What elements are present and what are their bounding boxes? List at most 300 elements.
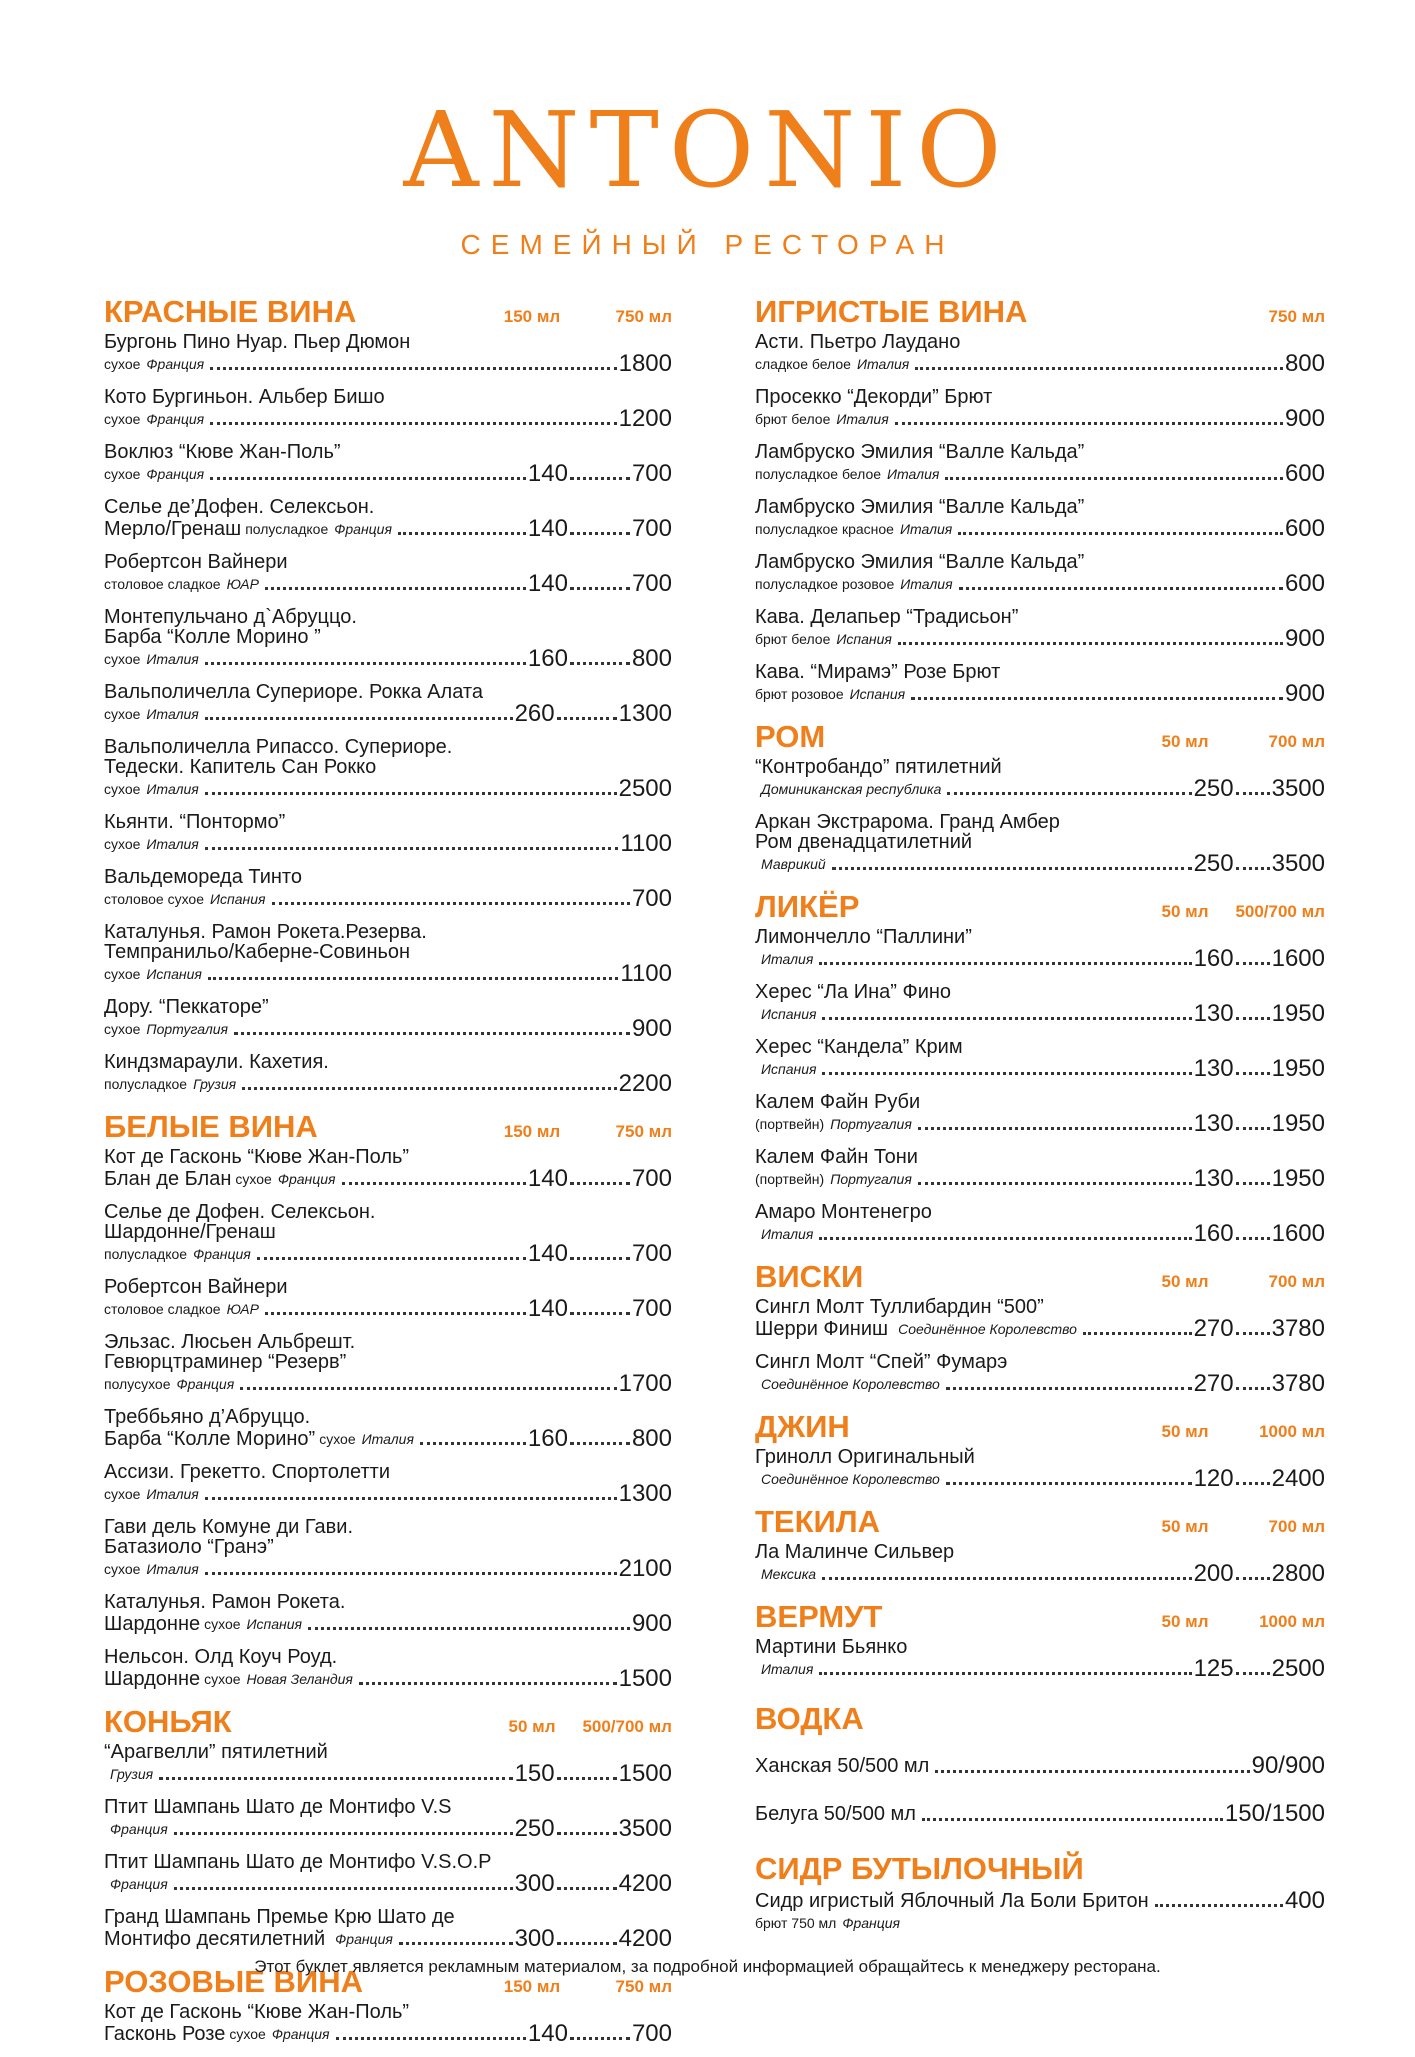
dot-leader <box>174 1887 513 1890</box>
menu-item <box>755 607 1325 651</box>
dot-leader <box>935 1770 1249 1773</box>
item-country: Италия <box>900 576 953 592</box>
item-details <box>204 1667 353 1691</box>
item-country: Италия <box>361 1431 414 1447</box>
dot-leader <box>570 662 630 665</box>
item-name: Ассизи. Грекетто. Спортолетти <box>104 1461 391 1483</box>
item-price-row <box>104 887 672 911</box>
dot-leader <box>915 367 1283 370</box>
price-large-volume: 1500 <box>618 1760 672 1787</box>
section-title: ВОДКА <box>755 1701 864 1736</box>
volume-label-large: 1000 мл <box>1259 1422 1325 1441</box>
item-name: Темпранильо/Каберне-Совиньон <box>104 941 411 963</box>
item-country: Франция <box>277 1171 336 1187</box>
item-details <box>104 462 204 486</box>
price-small-volume: 260 <box>514 700 555 727</box>
price-small-volume: 250 <box>514 1815 555 1842</box>
dot-leader <box>398 532 526 535</box>
volume-label-small: 150 мл <box>503 1977 561 1996</box>
dot-leader <box>557 717 617 720</box>
menu-item <box>755 1753 1325 1779</box>
item-details <box>755 462 939 486</box>
item-name: Гринолл Оригинальный <box>755 1446 975 1468</box>
item-name: Ром двенадцатилетний <box>755 831 973 853</box>
dot-leader <box>822 1577 1191 1580</box>
item-name: Калем Файн Руби <box>755 1091 921 1113</box>
item-name: Лимончелло “Паллини” <box>755 926 972 948</box>
item-style: сухое <box>104 1561 141 1577</box>
dot-leader <box>570 2037 630 2040</box>
item-style: сухое <box>104 781 141 797</box>
dot-leader <box>570 477 630 480</box>
volume-label-small: 50 мл <box>508 1717 556 1736</box>
menu-item <box>755 442 1325 486</box>
price-small-volume: 160 <box>527 645 568 672</box>
item-details <box>104 1017 228 1041</box>
dot-leader <box>240 1387 616 1390</box>
menu-item <box>755 1542 1325 1586</box>
menu-item <box>104 1202 672 1266</box>
item-style: сухое <box>204 1671 241 1687</box>
item-name: Птит Шампань Шато де Монтифо V.S.O.P <box>104 1851 492 1873</box>
item-details <box>104 1817 168 1841</box>
item-style: столовое сладкое <box>104 1301 221 1317</box>
item-name: Птит Шампань Шато де Монтифо V.S <box>104 1796 452 1818</box>
item-name: Кото Бургиньон. Альбер Бишо <box>104 386 385 408</box>
item-country: Италия <box>899 521 953 537</box>
price-small-volume: 250 <box>1193 850 1234 877</box>
item-price-row <box>104 352 672 376</box>
menu-item <box>755 497 1325 541</box>
price-large-volume: 900 <box>1284 405 1325 432</box>
item-style: сухое <box>229 2026 266 2042</box>
item-details <box>104 962 202 986</box>
menu-item <box>104 1592 672 1636</box>
price-small-volume: 140 <box>527 1165 568 1192</box>
menu-item <box>755 1037 1325 1081</box>
item-price-row <box>104 1427 672 1451</box>
dot-leader <box>822 1017 1191 1020</box>
item-country: Испания <box>761 1061 817 1077</box>
item-name: Херес “Ла Ина” Фино <box>755 981 952 1003</box>
price-large-volume: 700 <box>631 1295 672 1322</box>
item-price-row <box>104 1017 672 1041</box>
price-large-volume: 3500 <box>1271 850 1325 877</box>
item-price-row <box>104 777 672 801</box>
volume-label-small: 150 мл <box>503 1122 561 1141</box>
item-details <box>755 682 905 706</box>
item-country: Мексика <box>761 1566 817 1582</box>
item-name: Мартини Бьянко <box>755 1636 908 1658</box>
item-price-row <box>104 962 672 986</box>
item-details <box>755 352 909 376</box>
dot-leader <box>242 1087 616 1090</box>
item-country: Доминиканская республика <box>761 781 942 797</box>
section-header <box>104 292 672 332</box>
item-price-row <box>104 407 672 431</box>
dot-leader <box>1236 1127 1270 1130</box>
item-price: 90/900 <box>1251 1752 1325 1779</box>
dot-leader <box>819 1672 1191 1675</box>
section-title: ИГРИСТЫЕ ВИНА <box>755 294 1028 329</box>
dot-leader <box>1236 1672 1270 1675</box>
item-country: Франция <box>176 1376 235 1392</box>
dot-leader <box>1236 1017 1270 1020</box>
item-country: Франция <box>271 2026 330 2042</box>
dot-leader <box>342 1182 526 1185</box>
item-details <box>104 407 204 431</box>
item-country: Франция <box>110 1821 168 1837</box>
menu-item <box>104 737 672 801</box>
item-price-row <box>755 1317 1325 1341</box>
menu-item <box>104 812 672 856</box>
item-name: Каталунья. Рамон Рокета. <box>104 1591 346 1613</box>
price-small-volume: 130 <box>1193 1055 1234 1082</box>
price-large-volume: 2400 <box>1271 1465 1325 1492</box>
item-style: сухое <box>104 1021 141 1037</box>
price-large-volume: 3780 <box>1271 1315 1325 1342</box>
menu-item <box>755 1637 1325 1681</box>
item-details <box>104 777 199 801</box>
item-details <box>104 1482 199 1506</box>
item-country: Маврикий <box>761 856 826 872</box>
dot-leader <box>399 1942 513 1945</box>
item-country: Соединённое Королевство <box>898 1321 1077 1337</box>
price-large-volume: 700 <box>631 2020 672 2047</box>
item-style: сухое <box>104 651 141 667</box>
item-details <box>104 1762 153 1786</box>
price-large-volume: 900 <box>1284 680 1325 707</box>
menu-item <box>755 332 1325 376</box>
item-details <box>755 517 952 541</box>
menu-item <box>755 662 1325 706</box>
price-large-volume: 2500 <box>1271 1655 1325 1682</box>
item-country: Италия <box>761 1661 814 1677</box>
item-name: Воклюз “Кюве Жан-Поль” <box>104 441 341 463</box>
dot-leader <box>911 697 1283 700</box>
menu-item <box>104 1852 672 1896</box>
item-name: Киндзмараули. Кахетия. <box>104 1051 329 1073</box>
item-name: Калем Файн Тони <box>755 1146 918 1168</box>
item-details <box>204 1612 302 1636</box>
item-details <box>755 407 889 431</box>
item-details <box>755 852 826 876</box>
price-large-volume: 900 <box>631 1610 672 1637</box>
volume-label-large: 700 мл <box>1268 1272 1325 1291</box>
price-large-volume: 4200 <box>618 1870 672 1897</box>
item-price-row <box>104 702 672 726</box>
item-name: Селье де Дофен. Селексьон. <box>104 1201 376 1223</box>
item-details <box>892 1317 1077 1341</box>
price-large-volume: 600 <box>1284 570 1325 597</box>
item-country: Италия <box>146 781 199 797</box>
price-small-volume: 125 <box>1193 1655 1234 1682</box>
item-country: Италия <box>146 706 199 722</box>
price-large-volume: 3780 <box>1271 1370 1325 1397</box>
menu-item <box>104 1907 672 1951</box>
item-details <box>104 1297 259 1321</box>
item-style: сухое <box>104 966 141 982</box>
item-country: Италия <box>146 836 199 852</box>
item-country: Португалия <box>830 1116 912 1132</box>
section-header <box>104 1702 672 1742</box>
item-name: Эльзас. Люсьен Альбрешт. <box>104 1331 356 1353</box>
price-large-volume: 700 <box>631 515 672 542</box>
price-large-volume: 1600 <box>1271 945 1325 972</box>
menu-item <box>104 1332 672 1396</box>
menu-item <box>104 867 672 911</box>
volume-label-large: 700 мл <box>1268 1517 1325 1536</box>
item-name-inline: Шерри Финиш <box>755 1318 889 1340</box>
menu-item <box>755 1447 1325 1491</box>
price-small-volume: 140 <box>527 1295 568 1322</box>
item-name: Шардонне/Гренаш <box>104 1221 276 1243</box>
price-large-volume: 1700 <box>618 1370 672 1397</box>
price-large-volume: 1600 <box>1271 1220 1325 1247</box>
price-large-volume: 1100 <box>620 830 672 857</box>
menu-item <box>755 1092 1325 1136</box>
section-title: ВЕРМУТ <box>755 1599 883 1634</box>
dot-leader <box>210 367 617 370</box>
item-name: “Арагвелли” пятилетний <box>104 1741 328 1763</box>
item-name: Кот де Гасконь “Кюве Жан-Поль” <box>104 1146 410 1168</box>
menu-item <box>755 1202 1325 1246</box>
item-price-row <box>755 682 1325 706</box>
section-title: РОМ <box>755 719 826 754</box>
menu-item <box>104 1647 672 1691</box>
menu-item <box>755 1147 1325 1191</box>
section-header <box>755 1849 1325 1889</box>
item-price-row <box>755 1372 1325 1396</box>
item-price-row <box>755 1889 1325 1913</box>
item-country: Испания <box>246 1616 303 1632</box>
item-name: Нельсон. Олд Коуч Роуд. <box>104 1646 338 1668</box>
item-details <box>104 1372 234 1396</box>
dot-leader <box>1236 1237 1270 1240</box>
menu-item <box>104 1147 672 1191</box>
item-style: брют белое <box>755 411 831 427</box>
item-country: Италия <box>146 651 199 667</box>
item-country: Соединённое Королевство <box>761 1376 940 1392</box>
dot-leader <box>1236 867 1270 870</box>
item-name: Кава. Делапьер “Традисьон” <box>755 606 1019 628</box>
dot-leader <box>1236 1577 1270 1580</box>
item-country: Испания <box>849 686 906 702</box>
section-title: ДЖИН <box>755 1409 850 1444</box>
item-details <box>104 1872 168 1896</box>
section-header <box>755 292 1325 332</box>
item-name: Ла Малинче Сильвер <box>755 1541 955 1563</box>
item-price-row <box>104 1372 672 1396</box>
item-name: Ламбруско Эмилия “Валле Кальда” <box>755 551 1085 573</box>
item-price-row <box>755 462 1325 486</box>
item-details <box>755 947 813 971</box>
price-small-volume: 250 <box>1193 775 1234 802</box>
section-title: ВИСКИ <box>755 1259 864 1294</box>
section-title: ТЕКИЛА <box>755 1504 880 1539</box>
price-large-volume: 1950 <box>1271 1110 1325 1137</box>
item-country: Италия <box>856 356 910 372</box>
item-details <box>104 572 259 596</box>
item-price-row <box>104 1482 672 1506</box>
item-name: Монтепульчано д`Абруццо. <box>104 606 357 628</box>
price-large-volume: 700 <box>631 885 672 912</box>
volume-label-large: 750 мл <box>615 1122 672 1141</box>
item-country: Франция <box>146 356 205 372</box>
price-small-volume: 140 <box>527 515 568 542</box>
item-price-row <box>104 1762 672 1786</box>
item-style: сухое <box>104 836 141 852</box>
item-details <box>755 1657 813 1681</box>
section-header <box>755 887 1325 927</box>
item-country: Испания <box>761 1006 817 1022</box>
header <box>0 89 1415 261</box>
item-price-row <box>104 1167 672 1191</box>
dot-leader <box>557 1942 617 1945</box>
item-style: сухое <box>104 1486 141 1502</box>
item-details <box>755 1002 816 1026</box>
item-country: Грузия <box>193 1076 237 1092</box>
volume-label-small: 50 мл <box>1161 1422 1209 1441</box>
price-small-volume: 300 <box>514 1925 555 1952</box>
price-small-volume: 130 <box>1193 1000 1234 1027</box>
section-header <box>755 1257 1325 1297</box>
item-name: Гави дель Комуне ди Гави. <box>104 1516 354 1538</box>
item-price-row <box>104 572 672 596</box>
price-large-volume: 1500 <box>618 1665 672 1692</box>
section-header <box>755 1407 1325 1447</box>
price-small-volume: 130 <box>1193 1110 1234 1137</box>
item-details <box>755 1915 1321 1931</box>
dot-leader <box>265 587 526 590</box>
volume-label-small: 50 мл <box>1161 732 1209 751</box>
dot-leader <box>557 1777 617 1780</box>
item-country: Франция <box>335 1931 393 1947</box>
item-country: Италия <box>836 411 889 427</box>
dot-leader <box>359 1682 617 1685</box>
price-large-volume: 600 <box>1284 515 1325 542</box>
item-name-inline: Шардонне <box>104 1613 201 1635</box>
item-name: Амаро Монтенегро <box>755 1201 932 1223</box>
item-style: сухое <box>235 1171 272 1187</box>
menu-item <box>104 922 672 986</box>
menu-item <box>755 1889 1325 1931</box>
menu-item <box>104 1517 672 1581</box>
section-title: ЛИКЁР <box>755 889 860 924</box>
item-country: Португалия <box>146 1021 229 1037</box>
item-country: Италия <box>761 1226 814 1242</box>
item-name: Гранд Шампань Премье Крю Шато де <box>104 1906 455 1928</box>
dot-leader <box>832 867 1192 870</box>
item-style: полусладкое <box>104 1076 188 1092</box>
dot-leader <box>822 1072 1191 1075</box>
price-small-volume: 160 <box>1193 945 1234 972</box>
item-style: сухое <box>319 1431 356 1447</box>
price-large-volume: 800 <box>1284 350 1325 377</box>
item-price-row <box>755 352 1325 376</box>
item-name-inline: Блан де Блан <box>104 1168 232 1190</box>
menu-item <box>104 1052 672 1096</box>
item-price-row <box>755 1222 1325 1246</box>
price-large-volume: 1950 <box>1271 1165 1325 1192</box>
volume-label-large: 1000 мл <box>1259 1612 1325 1631</box>
price-large-volume: 1950 <box>1271 1000 1325 1027</box>
item-name-inline: Барба “Колле Морино” <box>104 1428 316 1450</box>
dot-leader <box>208 977 618 980</box>
item-details <box>755 1057 816 1081</box>
restaurant-tagline: СЕМЕЙНЫЙ РЕСТОРАН <box>460 229 955 260</box>
dot-leader <box>570 1442 630 1445</box>
item-price-row <box>755 777 1325 801</box>
dot-leader <box>205 847 619 850</box>
dot-leader <box>1236 1332 1270 1335</box>
menu-item <box>755 1297 1325 1341</box>
item-country: Франция <box>842 1915 901 1931</box>
price-large-volume: 900 <box>631 1015 672 1042</box>
item-country: Франция <box>146 466 205 482</box>
item-style: сухое <box>204 1616 241 1632</box>
price-large-volume: 700 <box>631 1165 672 1192</box>
item-details <box>319 1427 414 1451</box>
volume-label-large: 750 мл <box>615 1977 672 1996</box>
item-details <box>755 627 892 651</box>
item-country: ЮАР <box>226 1301 259 1317</box>
dot-leader <box>205 1497 617 1500</box>
volume-label-large: 700 мл <box>1268 732 1325 751</box>
item-name: Гевюрцтраминер “Резерв” <box>104 1351 347 1373</box>
item-name: Дору. “Пеккаторе” <box>104 996 269 1018</box>
item-details <box>229 2022 329 2046</box>
item-country: Франция <box>334 521 392 537</box>
dot-leader <box>205 792 617 795</box>
item-price-row <box>104 462 672 486</box>
menu-item <box>755 757 1325 801</box>
item-price-row <box>104 2022 672 2046</box>
item-price-row <box>755 947 1325 971</box>
price-large-volume: 1950 <box>1271 1055 1325 1082</box>
item-name-inline: Гасконь Розе <box>104 2023 226 2045</box>
volume-label-small: 150 мл <box>503 307 561 326</box>
dot-leader <box>420 1442 526 1445</box>
item-price-row <box>755 1657 1325 1681</box>
volume-label-small: 50 мл <box>1161 1517 1209 1536</box>
left-column <box>104 290 672 2057</box>
section-header <box>755 1597 1325 1637</box>
item-details <box>104 1072 236 1096</box>
dot-leader <box>570 587 630 590</box>
price-large-volume: 700 <box>631 1240 672 1267</box>
item-price-row <box>104 1242 672 1266</box>
section-title: КОНЬЯК <box>104 1704 232 1739</box>
dot-leader <box>265 1312 526 1315</box>
item-style: полусладкое красное <box>755 521 894 537</box>
dot-leader <box>898 642 1283 645</box>
price-large-volume: 900 <box>1284 625 1325 652</box>
dot-leader <box>1236 1072 1270 1075</box>
volume-label-small: 50 мл <box>1161 902 1209 921</box>
item-name: Бургонь Пино Нуар. Пьер Дюмон <box>104 331 411 353</box>
item-name: Робертсон Вайнери <box>104 551 288 573</box>
footer-disclaimer: Этот буклет является рекламным материалом, за подробной информацией обращайтесь к менеджеру ресторана. <box>254 1957 1161 1976</box>
dot-leader <box>570 1312 630 1315</box>
item-country: Италия <box>146 1486 199 1502</box>
menu-item <box>104 497 672 541</box>
price-large-volume: 2800 <box>1271 1560 1325 1587</box>
section-title: БЕЛЫЕ ВИНА <box>104 1109 318 1144</box>
item-details <box>245 517 392 541</box>
item-details <box>104 647 199 671</box>
item-price-row <box>104 517 672 541</box>
